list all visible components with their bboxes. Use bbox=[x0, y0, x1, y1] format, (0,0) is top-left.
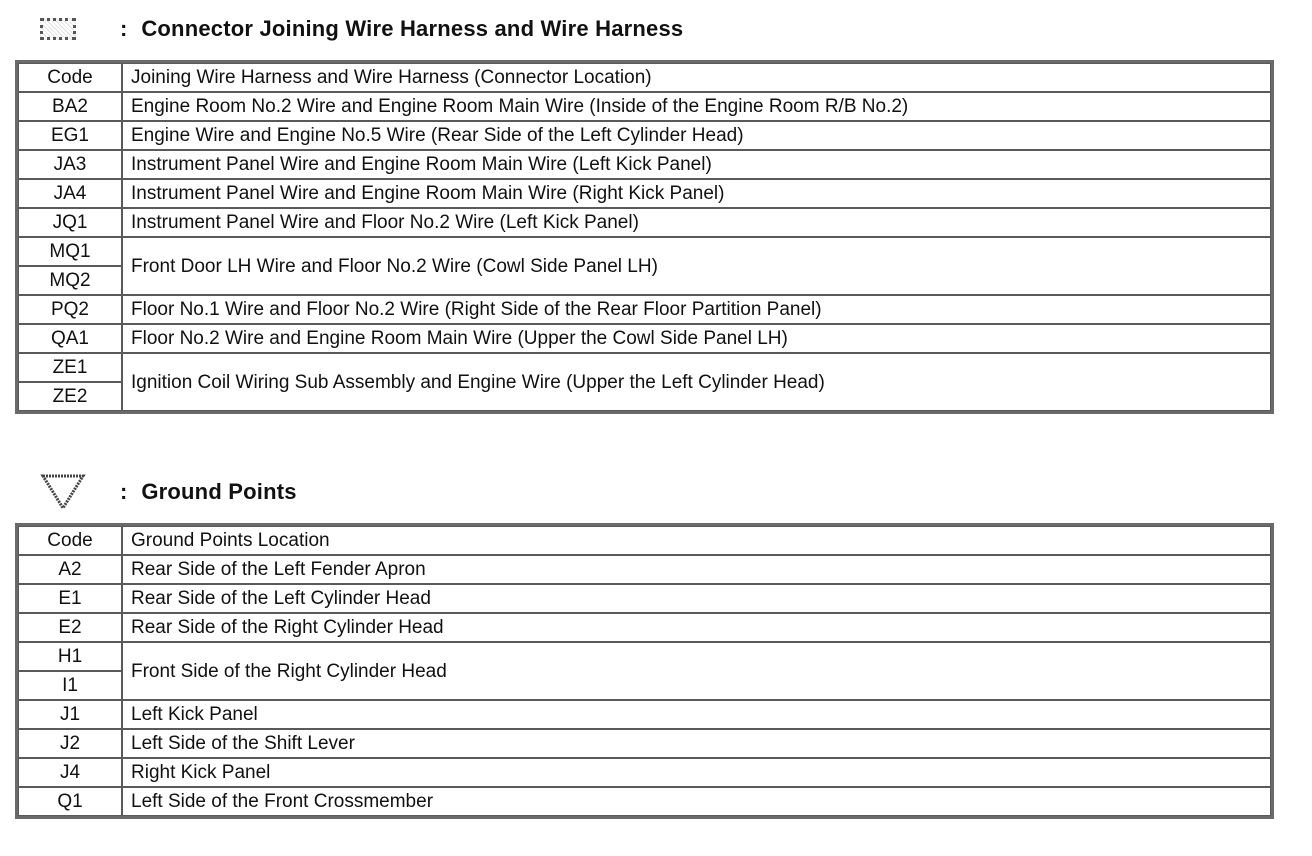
code-cell: ZE1 bbox=[18, 353, 122, 382]
location-cell: Rear Side of the Left Cylinder Head bbox=[122, 584, 1271, 613]
table-row bbox=[18, 729, 1271, 758]
table-row bbox=[18, 121, 1271, 150]
code-column-header: Code bbox=[18, 63, 122, 92]
ground-section-title: Ground Points bbox=[141, 479, 297, 504]
code-cell: E1 bbox=[18, 584, 122, 613]
code-cell: MQ1 bbox=[18, 237, 122, 266]
location-column-header: Joining Wire Harness and Wire Harness (Connector Location) bbox=[122, 63, 1271, 92]
code-cell: J4 bbox=[18, 758, 122, 787]
code-cell: JQ1 bbox=[18, 208, 122, 237]
location-cell: Left Side of the Shift Lever bbox=[122, 729, 1271, 758]
table-row bbox=[18, 208, 1271, 237]
table-header-row bbox=[18, 63, 1271, 92]
table-row bbox=[18, 787, 1271, 816]
table-row bbox=[18, 179, 1271, 208]
table-row bbox=[18, 92, 1271, 121]
code-cell: I1 bbox=[18, 671, 122, 700]
location-cell: Engine Wire and Engine No.5 Wire (Rear Side of the Left Cylinder Head) bbox=[122, 121, 1271, 150]
table-row bbox=[18, 555, 1271, 584]
location-cell: Floor No.1 Wire and Floor No.2 Wire (Right Side of the Rear Floor Partition Panel) bbox=[122, 295, 1271, 324]
ground-triangle-icon bbox=[40, 472, 86, 512]
code-cell: BA2 bbox=[18, 92, 122, 121]
table-row bbox=[18, 324, 1271, 353]
table-row bbox=[18, 642, 1271, 671]
location-cell: Front Door LH Wire and Floor No.2 Wire (Cowl Side Panel LH) bbox=[122, 237, 1271, 295]
table-row bbox=[18, 700, 1271, 729]
code-cell: Q1 bbox=[18, 787, 122, 816]
code-cell: MQ2 bbox=[18, 266, 122, 295]
location-cell: Instrument Panel Wire and Engine Room Main Wire (Right Kick Panel) bbox=[122, 179, 1271, 208]
code-cell: J2 bbox=[18, 729, 122, 758]
location-cell: Left Kick Panel bbox=[122, 700, 1271, 729]
code-cell: JA4 bbox=[18, 179, 122, 208]
location-cell: Ignition Coil Wiring Sub Assembly and Engine Wire (Upper the Left Cylinder Head) bbox=[122, 353, 1271, 411]
table-row bbox=[18, 758, 1271, 787]
connector-section-heading bbox=[40, 9, 683, 49]
table-row bbox=[18, 584, 1271, 613]
heading-colon: : bbox=[120, 16, 128, 41]
location-cell: Left Side of the Front Crossmember bbox=[122, 787, 1271, 816]
table-row bbox=[18, 613, 1271, 642]
connector-table bbox=[17, 62, 1272, 412]
code-cell: JA3 bbox=[18, 150, 122, 179]
ground-section-heading bbox=[40, 472, 297, 512]
code-cell: ZE2 bbox=[18, 382, 122, 411]
location-cell: Instrument Panel Wire and Floor No.2 Wire (Left Kick Panel) bbox=[122, 208, 1271, 237]
location-cell: Rear Side of the Left Fender Apron bbox=[122, 555, 1271, 584]
table-header-row bbox=[18, 526, 1271, 555]
code-cell: J1 bbox=[18, 700, 122, 729]
code-cell: E2 bbox=[18, 613, 122, 642]
ground-table-body bbox=[18, 526, 1271, 816]
code-cell: H1 bbox=[18, 642, 122, 671]
code-cell: QA1 bbox=[18, 324, 122, 353]
location-cell: Instrument Panel Wire and Engine Room Main Wire (Left Kick Panel) bbox=[122, 150, 1271, 179]
connector-section-title: Connector Joining Wire Harness and Wire Harness bbox=[141, 16, 684, 41]
code-cell: PQ2 bbox=[18, 295, 122, 324]
table-row bbox=[18, 150, 1271, 179]
location-column-header: Ground Points Location bbox=[122, 526, 1271, 555]
table-row bbox=[18, 295, 1271, 324]
connector-table-body bbox=[18, 63, 1271, 411]
location-cell: Engine Room No.2 Wire and Engine Room Main Wire (Inside of the Engine Room R/B No.2) bbox=[122, 92, 1271, 121]
code-column-header: Code bbox=[18, 526, 122, 555]
location-cell: Floor No.2 Wire and Engine Room Main Wire (Upper the Cowl Side Panel LH) bbox=[122, 324, 1271, 353]
heading-colon: : bbox=[120, 479, 128, 504]
table-row bbox=[18, 353, 1271, 382]
code-cell: A2 bbox=[18, 555, 122, 584]
ground-table bbox=[17, 525, 1272, 817]
table-row bbox=[18, 237, 1271, 266]
code-cell: EG1 bbox=[18, 121, 122, 150]
dotted-rectangle-icon bbox=[40, 18, 76, 40]
location-cell: Front Side of the Right Cylinder Head bbox=[122, 642, 1271, 700]
location-cell: Right Kick Panel bbox=[122, 758, 1271, 787]
location-cell: Rear Side of the Right Cylinder Head bbox=[122, 613, 1271, 642]
